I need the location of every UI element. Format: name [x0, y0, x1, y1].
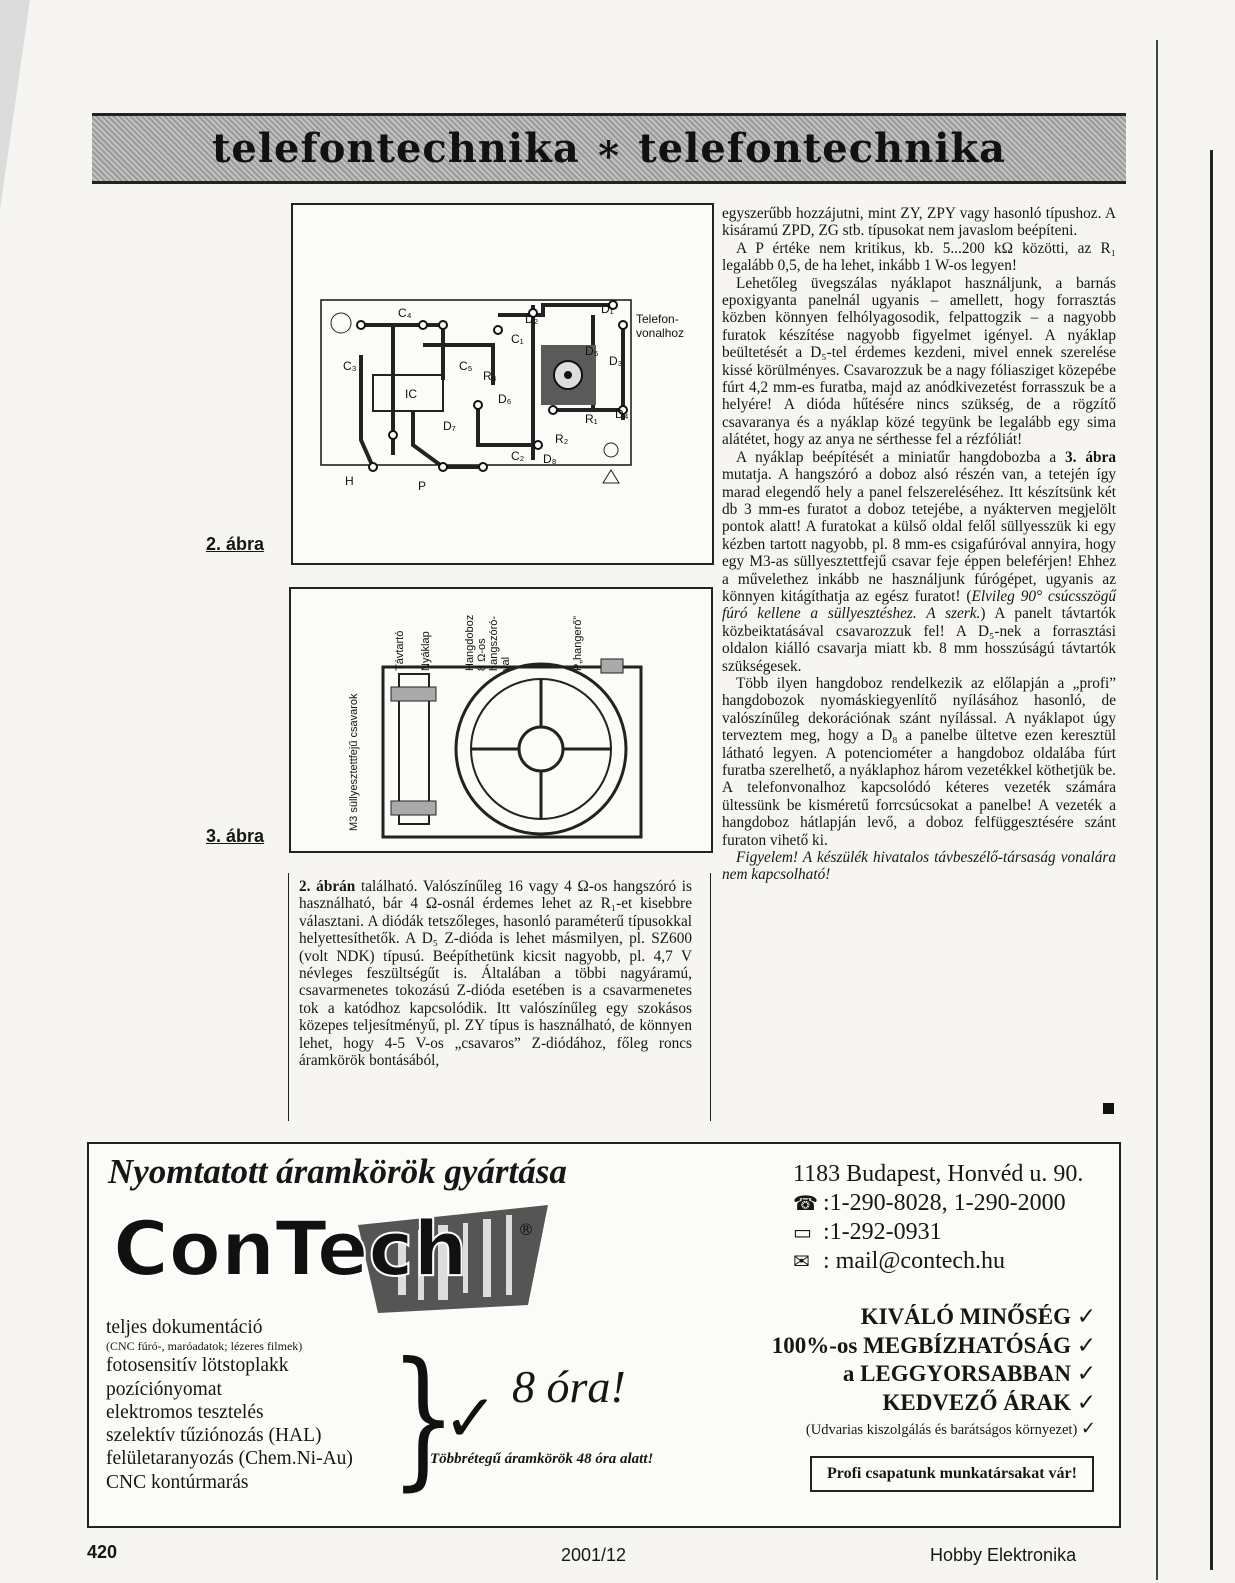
recruitment-box: Profi csapatunk munkatársakat vár!: [810, 1456, 1094, 1492]
quality-claims: [740, 1303, 1096, 1417]
claim: KIVÁLÓ MINŐSÉG ✓: [860, 1304, 1096, 1330]
service-item: fotosensitív lötstoplakk: [106, 1355, 289, 1377]
service-item: pozíciónyomat: [106, 1378, 222, 1400]
c1-label: C₁: [511, 332, 524, 346]
curly-brace: }: [390, 1331, 457, 1505]
contact-block: [793, 1160, 1083, 1276]
claim: KEDVEZŐ ÁRAK ✓: [882, 1389, 1096, 1416]
fax-row: ▭ :1-292-0931: [793, 1219, 942, 1245]
box-label-2: 8 Ω-os: [476, 638, 488, 671]
d1-label: D₁: [601, 302, 614, 316]
multilayer-note: Többrétegű áramkörök 48 óra alatt!: [430, 1451, 654, 1467]
issue-number: 2001/12: [561, 1545, 627, 1565]
contech-logo: [108, 1195, 548, 1315]
screws-label: M3 süllyesztettfejű csavarok: [348, 693, 360, 831]
turnaround-time: 8 óra!: [512, 1361, 626, 1412]
box-label-1: Hangdoboz: [464, 614, 476, 671]
check-icon: ✓: [443, 1380, 499, 1457]
d4-label: D₄: [615, 407, 629, 421]
service-item: szelektív tűziónozás (HAL): [106, 1425, 322, 1447]
h-label: H: [345, 474, 354, 488]
phone-row: ☎ :1-290-8028, 1-290-2000: [793, 1190, 1066, 1216]
ic-label: IC: [405, 387, 417, 401]
ad-title: Nyomtatott áramkörök gyártása: [108, 1152, 567, 1191]
end-of-article-mark: [1103, 1103, 1114, 1114]
figure-3-caption: 3. ábra: [206, 826, 265, 846]
r1-label: R₁: [585, 412, 598, 426]
logo-text: ConTech: [113, 1204, 468, 1293]
computer-icon: ▭: [793, 1220, 812, 1244]
r2-label: R₂: [555, 432, 569, 446]
figure-2-caption: 2. ábra: [206, 534, 265, 554]
c3-label: C₃: [343, 359, 357, 373]
box-label-3: hangszóró-: [488, 615, 500, 671]
r3-label: R₃: [483, 369, 497, 383]
spacer-label: Távtartó: [394, 630, 406, 671]
mail-icon: ✉: [793, 1249, 810, 1273]
paragraph: egyszerűbb hozzájutni, mint ZY, ZPY vagy hasonló típushoz. A kisáramú ZPD, ZG stb. típusokat nem javaslom beépíteni.: [722, 205, 1116, 240]
check-icon: ✓: [1076, 1361, 1096, 1387]
scan-shadow: [0, 0, 30, 210]
contech-logo-graphic: [108, 1195, 548, 1315]
claim: a LEGGYORSABBAN ✓: [842, 1361, 1096, 1387]
page-edge: [1156, 40, 1158, 1580]
service-item: elektromos tesztelés: [106, 1401, 264, 1423]
pcb-layout-drawing: [293, 205, 712, 563]
service-item: teljes dokumentáció: [106, 1317, 263, 1338]
pcb-label: Nyáklap: [420, 631, 432, 671]
check-icon: ✓: [1080, 1418, 1096, 1439]
column-divider: [710, 873, 711, 1121]
address: 1183 Budapest, Honvéd u. 90.: [793, 1161, 1084, 1187]
paragraph: Lehetőleg üvegszálas nyáklapot használjunk, a barnás epoxigyanta panelnál ugyanis – amellett, hogy forrasztás közben könnyen felhólyagosodik, felpattogzik – a nagyobb furatok készítése nagyobb figyelmet igényel. A nyáklap beültetését a D₅-tel érdemes kezdeni, mivel ennek szerelése kissé körülményes. Csavarozzuk be a nagy fóliasziget közepébe fúrt 4,2 mm-es furatba, majd az anódkivezetést forrasszuk be a helyére! A dióda hűtésére nincs szükség, de a rögzítő csavaranya és a nyáklap közé tegyünk be legalább egy sima alátétet, hogy az anya ne sérthesse fel a rézfóliát!: [722, 274, 1116, 449]
service-item: CNC kontúrmarás: [106, 1471, 249, 1493]
courtesy-note: (Udvarias kiszolgálás és barátságos környezet) ✓: [805, 1418, 1096, 1439]
check-icon: ✓: [1076, 1389, 1096, 1416]
claim: 100%-os MEGBÍZHATÓSÁG ✓: [771, 1332, 1096, 1359]
box-label-4: val: [500, 656, 512, 671]
check-icon: ✓: [1076, 1332, 1096, 1359]
paragraph: A nyáklap beépítését a miniatűr hangdobozba a 3. ábra mutatja. A hangszóró a doboz alsó részén van, a tetején így marad elegendő hely a panel felszereléséhez. Itt készítsünk két db 3 mm-es furatot a doboz tetejébe, a nyákterven megjelölt pontok alatt! A furatokat a külső oldal felől süllyesszük ki egy kézben tartott nagyobb, pl. 8 mm-es csigafúróval annyira, hogy egy M3-as süllyesztettfejű csavar feje éppen beleférjen! Ehhez a művelethez inkább ne használjunk fúrógépet, ugyanis az könnyen kitágíthatja az egész furatot! (Elvileg 90° csúcsszögű fúró kellene a süllyesztéshez. A szerk.) A panelt távtartók közbeiktatásával csavarozzuk fel! A D₅-nek a forrasztási oldalon kiálló csavarja miatt kb. 8 mm hosszúságú távtartók szükségesek.: [722, 448, 1116, 675]
paragraph: Több ilyen hangdoboz rendelkezik az előlapján a „profi” hangdobozok nyomáskiegyenlítő nyílásához hasonló, de valószínűleg dekorációnak szánt nyílással. A nyáklapot úgy terveztem meg, hogy a D₈ a panelbe ültetve ezen keresztül látható legyen. A potenciométer a hangdoboz oldalába fúrt furatba szerelhető, a nyáklaphoz három vezetékkel köthetjük be. A telefonvonalhoz kapcsolódó kéteres vezeték számára ültessünk be kisméretű forrcsúcsokat a panelbe! A vezeték a hangdoboz hátlapján levő, a doboz felfüggesztésére szánt furaton vihető ki.: [722, 674, 1116, 849]
section-header: [92, 113, 1126, 184]
page-number: 420: [87, 1542, 118, 1562]
service-note: (CNC fúró-, maróadatok; lézeres filmek): [106, 1339, 303, 1354]
paragraph: A P értéke nem kritikus, kb. 5...200 kΩ közötti, az R₁ legalább 0,5, de ha lehet, inkább 1 W-os legyen!: [722, 239, 1116, 275]
figure-3-speaker-box: [289, 587, 713, 853]
service-item: felületaranyozás (Chem.Ni-Au): [106, 1448, 353, 1470]
d6-label: D₆: [498, 392, 512, 406]
d7-label: D₇: [443, 419, 456, 433]
c5-label: C₅: [459, 359, 473, 373]
services-list: [106, 1316, 353, 1494]
section-title: telefontechnika ∗ telefontechnika: [211, 125, 1007, 172]
registered-mark: ®: [518, 1220, 534, 1239]
article-right-column: [722, 205, 1116, 884]
d8-label: D₈: [543, 452, 557, 466]
d3-label: D₃: [609, 354, 623, 368]
paragraph: 2. ábrán található. Valószínűleg 16 vagy 4 Ω-os hangszóró is használható, bár 4 Ω-osnál érdemes lehet az R₁-et kisebbre választani. A diódák tetszőleges, hasonló paraméterű típusokkal helyettesíthetők. A D₅ Z-dióda is lehet másmilyen, pl. SZ600 (volt NDK) típusú. Beépíthetünk kicsit nagyobb, pl. 4,7 V névleges feszültségűt is. Általában a többi nagyáramú, csavarmenetes tokozású Z-dióda esetében is a csavarmenetes tok a katódhoz kapcsolódik. Itt valószínűleg egy szokásos közepes teljesítményű, pl. ZY típus is használható, de könnyen lehet, hogy 4-5 V-os „csavaros” Z-diódához, főleg roncs áramkörök bontásából,: [299, 878, 693, 1070]
c4-label: C₄: [398, 306, 412, 320]
warning-paragraph: Figyelem! A készülék hivatalos távbeszélő-társaság vonalára nem kapcsolható!: [722, 849, 1116, 884]
magazine-name: Hobby Elektronika: [930, 1545, 1077, 1565]
speaker-box-drawing: [291, 589, 711, 851]
telefon-label-2: vonalhoz: [636, 326, 685, 340]
figure-2-circuit-board: [291, 203, 714, 565]
mail-row: ✉ : mail@contech.hu: [793, 1248, 1006, 1274]
pot-label: P„hangerő”: [572, 615, 584, 671]
phone-icon: ☎: [793, 1191, 818, 1215]
check-icon: ✓: [1076, 1304, 1096, 1330]
page-edge: [1210, 150, 1213, 1570]
d2-label: D₂: [525, 312, 539, 326]
telefon-label-1: Telefon-: [636, 312, 679, 326]
p-label: P: [418, 479, 427, 493]
article-left-column: [299, 878, 692, 1069]
c2-label: C₂: [511, 449, 525, 463]
d5-label: D₅: [585, 344, 599, 358]
column-divider: [288, 873, 289, 1121]
